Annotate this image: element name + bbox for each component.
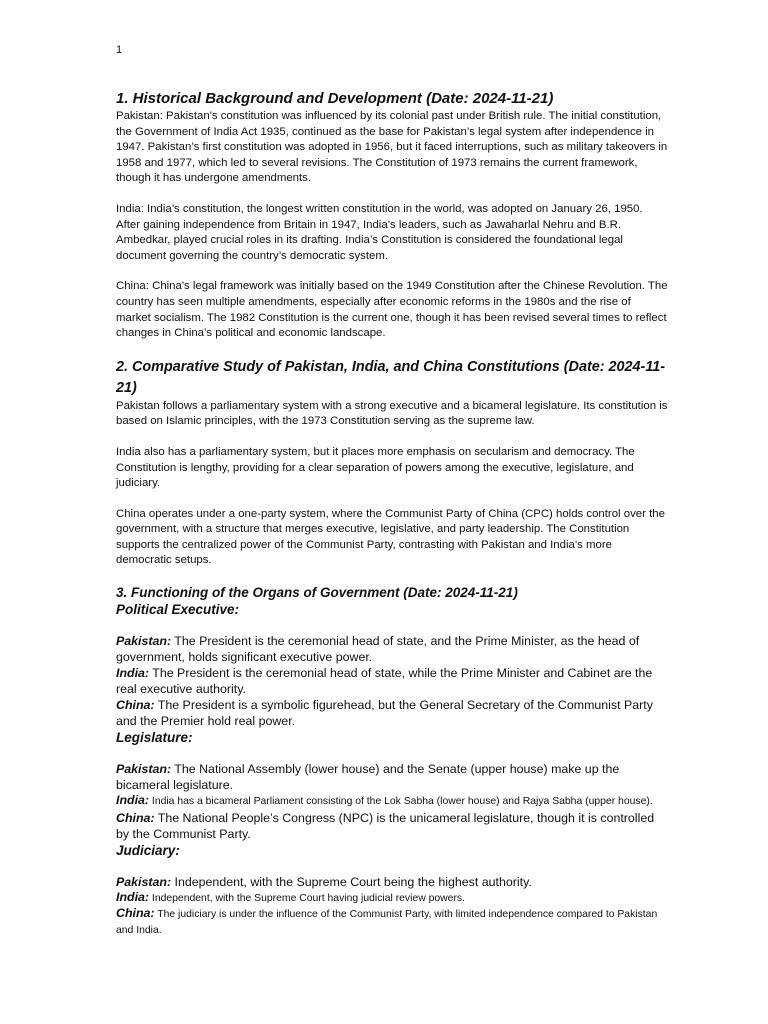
- section-heading-organs: 3. Functioning of the Organs of Government (Date: 2024-11-21): [116, 585, 518, 601]
- page-number: 1: [116, 44, 123, 56]
- entry-legislature-china: China: The National People’s Congress (NPC) is the unicameral legislature, though it is controlled by the Communist Party.: [116, 810, 655, 841]
- subsection-title-legislature: Legislature:: [116, 730, 193, 746]
- paragraph-comparative-india: India also has a parliamentary system, but it places more emphasis on secularism and democracy. The Constitution is lengthy, providing for a clear separation of powers among the executive, legislature, and judiciary.: [116, 445, 635, 490]
- subsection-title-executive: Political Executive:: [116, 602, 240, 618]
- entry-legislature-india: India: India has a bicameral Parliament consisting of the Lok Sabha (lower house) and Rajya Sabha (upper house).: [116, 793, 653, 808]
- document-body: [116, 88, 668, 938]
- paragraph-history-china: China: China's legal framework was initially based on the 1949 Constitution after the Chinese Revolution. The country has seen multiple amendments, especially after economic reforms in the 1980s and the rise of market socialism. The 1982 Constitution is the current one, though it has been revised several times to reflect changes in China’s political and economic landscape.: [116, 280, 668, 340]
- entry-executive-china: China: The President is a symbolic figurehead, but the General Secretary of the Communist Party and the Premier hold real power.: [116, 698, 653, 729]
- entry-judiciary-pakistan: Pakistan: Independent, with the Supreme Court being the highest authority.: [116, 874, 532, 889]
- section-heading-comparative: 2. Comparative Study of Pakistan, India, and China Constitutions (Date: 2024-11-21): [116, 358, 666, 396]
- paragraph-comparative-china: China operates under a one-party system, where the Communist Party of China (CPC) holds control over the government, with a structure that merges executive, legislative, and party leadership. The Constitution supports the centralized power of the Communist Party, contrasting with Pakistan and India’s more democratic setups.: [116, 507, 665, 567]
- paragraph-comparative-pakistan: Pakistan follows a parliamentary system with a strong executive and a bicameral legislature. Its constitution is based on Islamic principles, with the 1973 Constitution serving as the supreme law.: [116, 399, 668, 428]
- subsection-title-judiciary: Judiciary:: [116, 842, 180, 858]
- paragraph-history-india: India: India’s constitution, the longest written constitution in the world, was adopted on January 26, 1950. After gaining independence from Britain in 1947, India’s leaders, such as Jawaharlal Nehru and B.R. Ambedkar, played crucial roles in its drafting. India’s Constitution is considered the foundational legal document governing the country’s democratic system.: [116, 202, 643, 262]
- paragraph-history-pakistan: Pakistan: Pakistan's constitution was influenced by its colonial past under British rule. The initial constitution, the Government of India Act 1935, continued as the base for Pakistan’s legal system after independence in 1947. Pakistan’s first constitution was adopted in 1956, but it faced interruptions, such as military takeovers in 1958 and 1977, which led to several revisions. The Constitution of 1973 remains the current framework, though it has undergone amendments.: [116, 110, 668, 185]
- entry-judiciary-china: China: The judiciary is under the influence of the Communist Party, with limited independence compared to Pakistan and India.: [116, 906, 658, 936]
- entry-judiciary-india: India: Independent, with the Supreme Court having judicial review powers.: [116, 889, 465, 904]
- section-heading-history: 1. Historical Background and Development (Date: 2024-11-21): [116, 90, 554, 107]
- entry-legislature-pakistan: Pakistan: The National Assembly (lower house) and the Senate (upper house) make up the bicameral legislature.: [116, 762, 620, 793]
- entry-executive-pakistan: Pakistan: The President is the ceremonial head of state, and the Prime Minister, as the head of government, holds significant executive power.: [116, 634, 640, 665]
- entry-executive-india: India: The President is the ceremonial head of state, while the Prime Minister and Cabinet are the real executive authority.: [116, 666, 653, 697]
